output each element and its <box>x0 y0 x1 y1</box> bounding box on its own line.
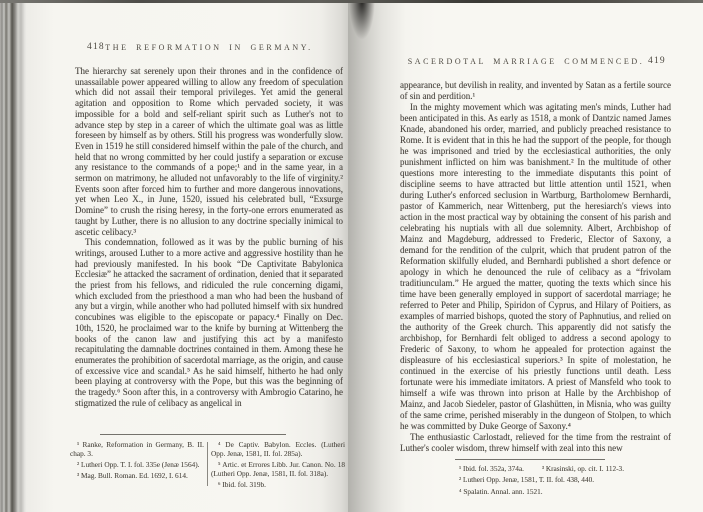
page-number-right: 419 <box>648 56 666 66</box>
footnote: ¹ Ibid. fol. 352a, 374a. <box>459 464 525 473</box>
running-head-right: SACERDOTAL MARRIAGE COMMENCED. <box>407 57 645 66</box>
footnote: ⁶ Ibid. fol. 319b. <box>218 480 266 490</box>
page-number-left: 418 <box>87 42 105 52</box>
page-right <box>348 3 703 512</box>
paragraph: appearance, but devilish in reality, and invented by Satan as a fertile source of sin and perdition.¹ <box>400 80 671 101</box>
footnote-column-2 <box>211 441 345 492</box>
running-head-left: THE REFORMATION IN GERMANY. <box>105 43 313 52</box>
footnote: ¹ Ranke, Reformation in Germany, B. II. chap. 3. <box>70 440 204 458</box>
left-page-footnotes <box>70 441 346 492</box>
footnote: ⁴ Spalatin. Annal. ann. 1521. <box>459 486 543 496</box>
right-page-body <box>400 80 671 454</box>
footnote: ³ Krasinski, op. cit. I. 112-3. <box>541 464 625 473</box>
footnote: ³ Mag. Bull. Roman. Ed. 1692, I. 614. <box>77 471 188 481</box>
footnote-separator-right <box>455 459 605 460</box>
scan-top-edge <box>0 0 703 3</box>
left-page-body <box>75 66 343 409</box>
footnote: ² Lutheri Opp. Jenæ, 1581, T. II. fol. 438, 440. <box>459 475 595 485</box>
paragraph: In the mighty movement which was agitating men's minds, Luther had been anticipated in this. As early as 1518, a monk of Dantzic named James Knade, abandoned his order, married, and publicly preached resistance to Rome. It is evident that in this he had the support of the people, for though he was imprisoned and tried by the ecclesiastical authorities, the only punishment inflicted on him was banishment.² In the multitude of other questions more interesting to the immediate disputants this point of discipline seems to have attracted but little attention until 1521, when during Luther's enforced seclusion in Wartburg, Bartholomew Bernhardi, pastor of Kammerich, near Wittenberg, put the heresiarch's views into action in the most practical way by obtaining the consent of his parish and celebrating his nuptials with all due solemnity. Albert, Archbishop of Mainz and Magdeburg, addressed to Frederic, Elector of Saxony, a demand for the rendition of the culprit, which that prudent patron of the Reformation skilfully eluded, and Bernhardi published a short defence or apology in which he denounced the rule of celibacy as a “frivolam traditiunculam.” He argued the matter, quoting the texts which since his time have been generally employed in support of sacerdotal marriage; he referred to Peter and Philip, Spiridon of Cyprus, and Hilary of Poitiers, as examples of married bishops, quoted the story of Paphnutius, and relied on the authority of the Greek church. This apparently did not satisfy the archbishop, for Bernhardi felt obliged to address a second apology to Frederic of Saxony, to whom he appealed for protection against the displeasure of his ecclesiastical superiors.³ In spite of molestation, he continued in the exercise of his priestly functions until death. Less fortunate were his immediate imitators. A priest of Mansfeld who took to himself a wife was thrown into prison at Halle by the Archbishop of Mainz, and Jacob Siedeler, pastor of Glashütten, in Misnia, who was guilty of the same crime, perished miserably in the dungeon of Stolpen, to which he was committed by Duke George of Saxony.⁴ <box>400 102 671 431</box>
footnote-column-1 <box>70 441 204 492</box>
footnote: ² Lutheri Opp. T. I. fol. 335e (Jenæ 1564). <box>77 460 200 470</box>
footnote: ⁴ De Captiv. Babylon. Eccles. (Lutheri Opp. Jenæ, 1581, II. fol. 285a). <box>211 440 345 458</box>
paragraph: The enthusiastic Carlostadt, relieved for the time from the restraint of Luther's cooler wisdom, threw himself with zeal into this new <box>400 432 671 453</box>
paragraph: The hierarchy sat serenely upon their thrones and in the confidence of unassailable power appeared willing to allow any freedom of speculation which did not assail their temporal privileges. Yet amid the general agitation and opposition to Rome which pervaded society, it was impossible for a bold and self-reliant spirit such as Luther's not to advance step by step in a career of which the ultimate goal was as little foreseen by himself as by others. Still his progress was wonderfully slow. Even in 1519 he still considered himself within the pale of the church, and held that no wrong committed by her could justify a separation or excuse any resistance to the commands of a pope;¹ and in the same year, in a sermon on matrimony, he alluded not unfavorably to the life of virginity.² Events soon after forced him to further and more dangerous innovations, yet when Leo X., in June, 1520, issued his celebrated bull, “Exsurge Domine” to crush the rising heresy, in the forty-one errors enumerated as taught by Luther, there is no allusion to any doctrine specially inimical to ascetic celibacy.³ <box>75 66 343 237</box>
paragraph: This condemnation, followed as it was by the public burning of his writings, aroused Luther to a more active and aggressive hostility than he had previously manifested. In his book “De Captivitate Babylonica Ecclesiæ” he attacked the sacrament of ordination, denied that it separated the priest from his fellows, and ridiculed the rule concerning digami, which excluded from the priesthood a man who had been the husband of any but a virgin, while another who had polluted himself with six hundred concubines was eligible to the episcopate or papacy.⁴ Finally on Dec. 10th, 1520, he proclaimed war to the knife by burning at Wittenberg the books of the canon law and justifying this act by a manifesto recapitulating the damnable doctrines contained in them. Among these he enumerates the prohibition of sacerdotal marriage, as the origin, and cause of excessive vice and scandal.⁵ As he said himself, hitherto he had only been playing at controversy with the Pope, but this was the beginning of the tragedy.⁶ Soon after this, in a controversy with Ambrogio Catarino, he stigmatized the rule of celibacy as angelical in <box>75 237 343 408</box>
footnote-separator-left <box>100 434 286 435</box>
page-left <box>26 3 348 512</box>
footnote: ⁵ Artic. et Errores Libb. Jur. Canon. No. 18 (Lutheri Opp. Jenæ, 1581, II. fol. 318a). <box>211 460 345 478</box>
right-page-footnotes <box>452 465 682 499</box>
footnote-row <box>452 465 682 474</box>
footnote-column-divider <box>207 442 208 486</box>
